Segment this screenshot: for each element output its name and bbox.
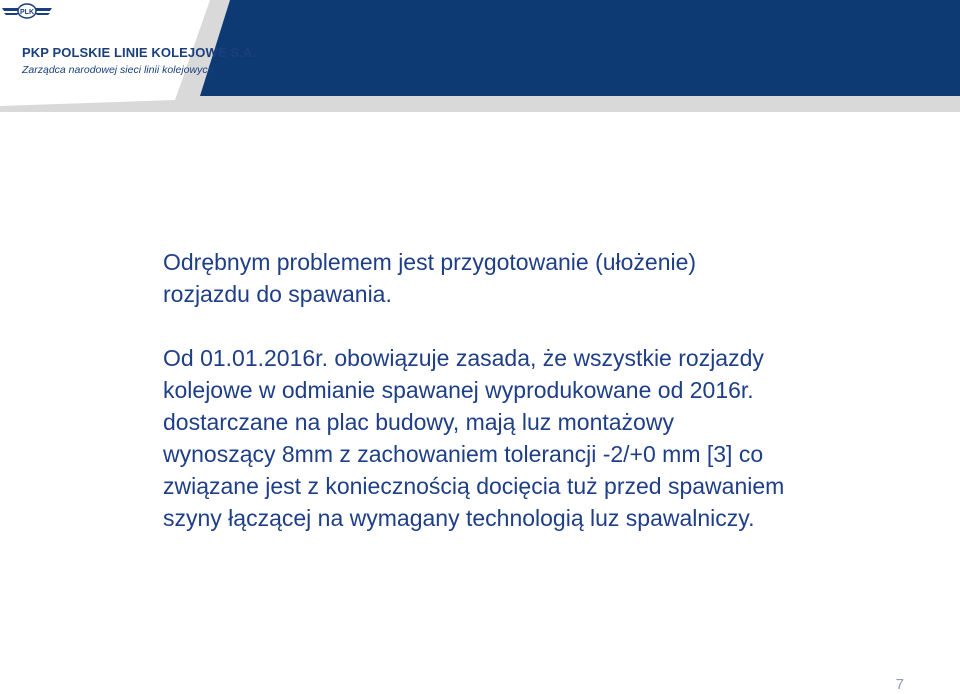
slide-number: 7 (895, 676, 904, 693)
plk-logo-icon (0, 0, 54, 22)
header-banner-graphic (0, 0, 960, 120)
company-name: PKP POLSKIE LINIE KOLEJOWE S.A. (22, 45, 257, 60)
paragraph-rule-description: Od 01.01.2016r. obowiązuje zasada, że wszystkie rozjazdy kolejowe w odmianie spawanej wyprodukowane od 2016r. dostarczane na plac budowy, mają luz montażowy wynoszący 8mm z zachowaniem tolerancji -2/+0 mm [3] co związane jest z koniecznością docięcia tuż przed spawaniem szyny łączącej na wymagany technologią luz spawalniczy. (163, 345, 785, 531)
paragraph-problem-statement: Odrębnym problemem jest przygotowanie (ułożenie) rozjazdu do spawania. (163, 249, 697, 307)
logo-lettering: PLK (20, 9, 34, 16)
company-tagline: Zarządca narodowej sieci linii kolejowych (22, 64, 214, 76)
slide-header (0, 0, 960, 120)
slide-body (163, 246, 923, 534)
